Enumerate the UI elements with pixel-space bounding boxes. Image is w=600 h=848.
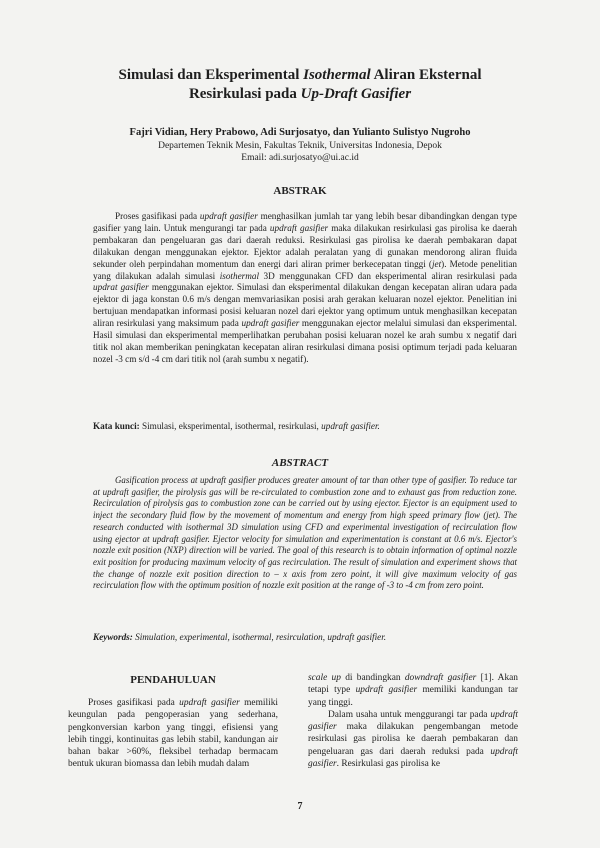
italic-term: downdraft gasifier <box>404 673 477 683</box>
italic-term: isothermal <box>219 270 260 281</box>
contact-email: Email: adi.surjosatyo@ui.ac.id <box>241 153 359 163</box>
abstract-heading: ABSTRACT <box>271 457 329 469</box>
italic-term: updraft gasifier <box>241 318 300 329</box>
pendahuluan-left-column <box>68 697 278 771</box>
italic-term: updraft gasifier <box>269 222 329 233</box>
pendahuluan-right-column <box>308 672 518 770</box>
italic-term: updraft gasifier <box>355 685 418 696</box>
pendahuluan-paragraph-1: Proses gasifikasi pada updraft gasifier memiliki keungulan pada pengoperasian yang sederhana, pengkonversian karbon yang tinggi, efisiensi yang lebih tinggi, kontinuitas gas lebih stabil, kandungan air bahan bakar >60%, fleksibel terhadap bermacam bentuk ukuran biomassa dan lebih mudah dalam <box>68 698 278 770</box>
abstrak-body <box>93 211 517 366</box>
italic-term: updraft gasifier <box>308 746 518 770</box>
page-number: 7 <box>297 801 303 812</box>
italic-term: jet <box>431 258 442 269</box>
abstract-paragraph: Gasification process at updraft gasifier produces greater amount of tar than other type of gasifier. To reduce tar at updraft gasifier, the pirolysis gas will be re-circulated to combustion zone and to exhaust gas from reduction zone. Recirculation of pirolysis gas to combustion zone can be carried out by using ejector. Ejector is an equipment used to inject the secondary fluid flow by the movement of momentum and energy from high speed primary flow (jet). The research conducted with isothermal 3D simulation using CFD and experimental investigation of recirculation flow using ejector at updraft gasifier. Ejector velocity for simulation and experimentation is constant at 0.6 m/s. Ejector's nozzle exit position (NXP) direction will be varied. The goal of this research is to obtain information of optimal nozzle exit position for producing maximum velocity of gas recirculation. The result of simulation and experiment shows that the change of nozzle exit position direction to – x axis from zero point, it will give maximum velocity of gas recirculation flow with the optimum position of nozzle exit position at the range of -3 to -4 cm from zero point. <box>93 475 517 591</box>
italic-term: updraft gasifier <box>308 709 518 733</box>
abstrak-heading: ABSTRAK <box>273 185 327 197</box>
abstract-body <box>93 475 517 592</box>
abstrak-paragraph: Proses gasifikasi pada updraft gasifier menghasilkan jumlah tar yang lebih besar dibandingkan dengan type gasifier yang lain. Untuk mengurangi tar pada updraft gasifier maka dilakukan resirkulasi gas pirolisa ke daerah pembakaran dan pengeluaran gas dari daerah reduksi. Resirkulasi gas pirolisa ke daerah pembakaran dapat dilakukan dengan menggunakan ejektor. Ejektor adalah peralatan yang di gunakan mendorong aliran fluida sekunder oleh perpindahan momentum dan energi dari aliran primer berkecepatan tinggi (jet). Metode penelitian yang dilakukan adalah simulasi isothermal 3D menggunakan CFD dan eksperimental aliran resirkulasi pada updrat gasifier menggunakan ejektor. Simulasi dan eksperimental dilakukan dengan kecepatan aliran udara pada ejektor di jaga konstan 0.6 m/s dengan memvariasikan posisi arah gerakan keluaran nozel ejektor. Penelitian ini bertujuan mendapatkan informasi posisi keluaran nozel dari ejektor yang optimum untuk menghasilkan kecepatan aliran resirkulasi yang maksimum pada updraft gasifier menggunakan ejector melalui simulasi dan eksperimental. Hasil simulasi dan eksperimental memperlihatkan perubahan posisi keluaran nozel ke arah sumbu x negatif dari titik nol akan memberikan peningkatan kecepatan aliran resirkulasi dimana posisi optimum terjadi pada keluaran nozel -3 cm s/d -4 cm dari titik nol (arah sumbu x negatif). <box>93 211 518 364</box>
title-line-1: Simulasi dan Eksperimental Isothermal Aliran Eksternal <box>118 67 482 83</box>
author-list: Fajri Vidian, Hery Prabowo, Adi Surjosatyo, dan Yulianto Sulistyo Nugroho <box>129 127 471 138</box>
italic-term: updraft gasifier <box>179 698 240 708</box>
italic-term: updrat gasifier <box>93 282 149 293</box>
paper-title <box>60 66 540 104</box>
keywords: Keywords: Simulation, experimental, isothermal, resirculation, updraft gasifier. <box>93 632 387 642</box>
pendahuluan-paragraph-2: Dalam usaha untuk menggurangi tar pada updraft gasifier maka dilakukan pengembangan metode resirkulasi gas pirolisa ke daerah pembakaran dan pengeluaran gas dari daerah reduksi pada updraft gasifier. Resirkulasi gas pirolisa ke <box>308 709 518 770</box>
italic-term: updraft gasifier <box>199 211 258 221</box>
title-line-2: Resirkulasi pada Up-Draft Gasifier <box>188 86 412 102</box>
kata-kunci: Kata kunci: Simulasi, eksperimental, isothermal, resirkulasi, updraft gasifier. <box>93 421 380 431</box>
italic-term: scale up <box>308 673 341 683</box>
pendahuluan-paragraph-1-cont: scale up di bandingkan downdraft gasifier [1]. Akan tetapi type updraft gasifier memiliki kandungan tar yang tinggi. <box>308 673 519 708</box>
pendahuluan-heading: PENDAHULUAN <box>130 674 216 686</box>
affiliation: Departemen Teknik Mesin, Fakultas Teknik, Universitas Indonesia, Depok <box>158 141 442 151</box>
